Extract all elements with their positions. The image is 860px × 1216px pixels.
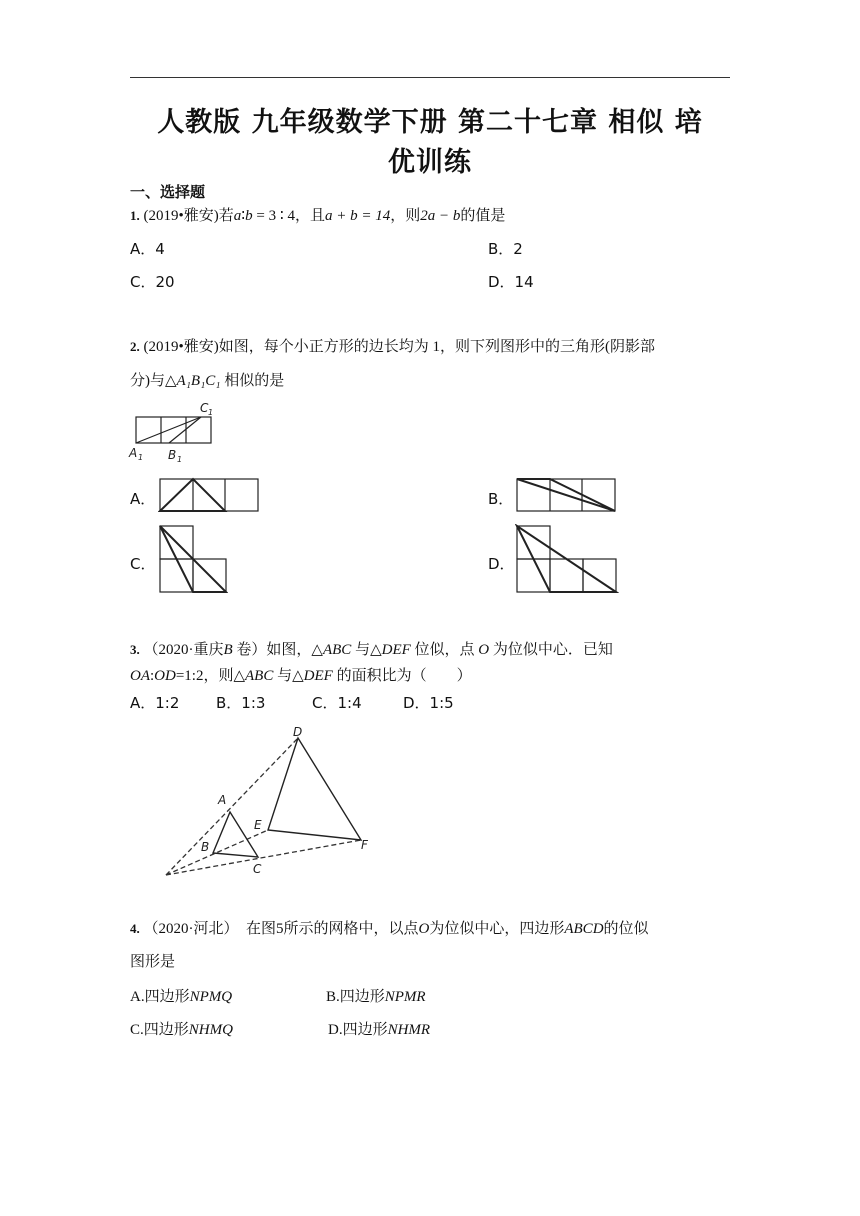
q2-option-c-figure[interactable] xyxy=(158,524,228,594)
question-4-line-2: 图形是 xyxy=(130,954,176,970)
text: 的位似 xyxy=(603,921,649,937)
text: ABC xyxy=(322,642,352,658)
ratio-colon: ∶ xyxy=(241,208,246,224)
text: B xyxy=(223,642,233,658)
triangle-name: A₁B₁C₁ xyxy=(176,373,221,389)
option-prefix: B.四边形 xyxy=(326,989,385,1005)
q1-option-d[interactable]: D．14 xyxy=(488,273,534,291)
page-title xyxy=(120,103,740,183)
q2-option-a-label[interactable]: A． xyxy=(130,490,156,508)
text: 与△ xyxy=(273,668,304,684)
text: O xyxy=(478,642,490,658)
q2-option-b-figure[interactable] xyxy=(515,477,617,513)
title-line-1: 人教版 九年级数学下册 第二十七章 相似 培 xyxy=(157,107,703,138)
label-a1: A xyxy=(129,446,138,460)
question-2-line-2 xyxy=(130,369,284,390)
option-name: NHMQ xyxy=(188,1022,233,1038)
question-text: (2019•雅安)如图，每个小正方形的边长均为 1，则下列图形中的三角形(阴影部 xyxy=(143,339,655,355)
q4-option-d[interactable] xyxy=(328,1018,430,1039)
q2-option-d-label[interactable]: D． xyxy=(488,555,515,573)
option-name: NPMR xyxy=(384,989,426,1005)
option-name: NPMQ xyxy=(189,989,233,1005)
q1-option-c[interactable]: C．20 xyxy=(130,273,175,291)
text: 的面积比为（ ） xyxy=(332,668,472,684)
q4-option-a[interactable] xyxy=(130,985,232,1006)
text: 与△ xyxy=(351,642,382,658)
label-d: D xyxy=(293,725,303,739)
text: 卷）如图，△ xyxy=(232,642,323,658)
text: ABCD xyxy=(564,921,604,937)
question-number: 1. xyxy=(130,208,140,223)
label-c1: C xyxy=(200,401,209,415)
section-heading: 一、选择题 xyxy=(130,183,206,201)
question-3-line-1 xyxy=(130,638,613,659)
homothety-figure xyxy=(158,725,378,885)
q2-option-c-label[interactable]: C． xyxy=(130,555,156,573)
label-a1-sub: 1 xyxy=(138,453,144,462)
q3-option-c[interactable]: C．1:4 xyxy=(312,694,362,712)
q4-option-c[interactable] xyxy=(130,1018,233,1039)
question-source: (2019•雅安)若 xyxy=(143,208,234,224)
text-end: 的值是 xyxy=(460,208,506,224)
text: 为位似中心，四边形 xyxy=(429,921,565,937)
option-prefix: D.四边形 xyxy=(328,1022,388,1038)
question-1 xyxy=(130,204,505,225)
question-number: 3. xyxy=(130,642,140,657)
text: ABC xyxy=(245,668,274,684)
target-expression: 2a − b xyxy=(420,208,461,224)
q4-option-b[interactable] xyxy=(326,985,426,1006)
label-c1-sub: 1 xyxy=(208,408,214,417)
label-b: B xyxy=(201,840,210,854)
var-a: a xyxy=(233,208,242,224)
option-prefix: C.四边形 xyxy=(130,1022,189,1038)
q2-option-d-figure[interactable] xyxy=(515,524,619,594)
q1-option-a[interactable]: A．4 xyxy=(130,240,165,258)
text: O xyxy=(418,921,430,937)
option-prefix: A.四边形 xyxy=(130,989,190,1005)
text: 为位似中心．已知 xyxy=(489,642,613,658)
q2-option-a-figure[interactable] xyxy=(158,477,260,513)
label-b1-sub: 1 xyxy=(177,455,183,464)
text: OA xyxy=(130,668,150,684)
q2-option-b-label[interactable]: B． xyxy=(488,490,514,508)
label-a: A xyxy=(218,793,227,807)
label-b1: B xyxy=(168,448,177,462)
text: =1:2，则△ xyxy=(175,668,246,684)
question-number: 4. xyxy=(130,921,140,936)
sum-expression: a + b = 14 xyxy=(325,208,391,224)
text: 分)与△ xyxy=(130,373,177,389)
question-number: 2. xyxy=(130,339,140,354)
text-then: ，则 xyxy=(390,208,421,224)
title-line-2: 优训练 xyxy=(388,147,472,178)
question-4-line-1 xyxy=(130,917,649,938)
question-2-line-1 xyxy=(130,335,655,356)
header-rule xyxy=(130,77,730,78)
reference-triangle-figure xyxy=(126,400,226,466)
text: : xyxy=(150,668,155,684)
text: DEF xyxy=(303,668,333,684)
label-f: F xyxy=(361,838,368,852)
text: 位似，点 xyxy=(410,642,479,658)
q3-option-b[interactable]: B．1:3 xyxy=(216,694,266,712)
text: 相似的是 xyxy=(220,373,285,389)
q3-option-d[interactable]: D．1:5 xyxy=(403,694,454,712)
option-name: NHMR xyxy=(387,1022,431,1038)
label-c: C xyxy=(253,862,262,876)
text: OD xyxy=(154,668,176,684)
text: DEF xyxy=(381,642,411,658)
q1-option-b[interactable]: B．2 xyxy=(488,240,523,258)
q3-option-a[interactable]: A．1:2 xyxy=(130,694,180,712)
var-b: b xyxy=(245,208,253,224)
text: （2020·重庆 xyxy=(143,642,224,658)
label-e: E xyxy=(254,818,262,832)
ratio-value: = 3 ∶ 4，且 xyxy=(252,208,326,224)
question-3-line-2 xyxy=(130,664,472,685)
text: （2020·河北） 在图5所示的网格中，以点 xyxy=(143,921,419,937)
